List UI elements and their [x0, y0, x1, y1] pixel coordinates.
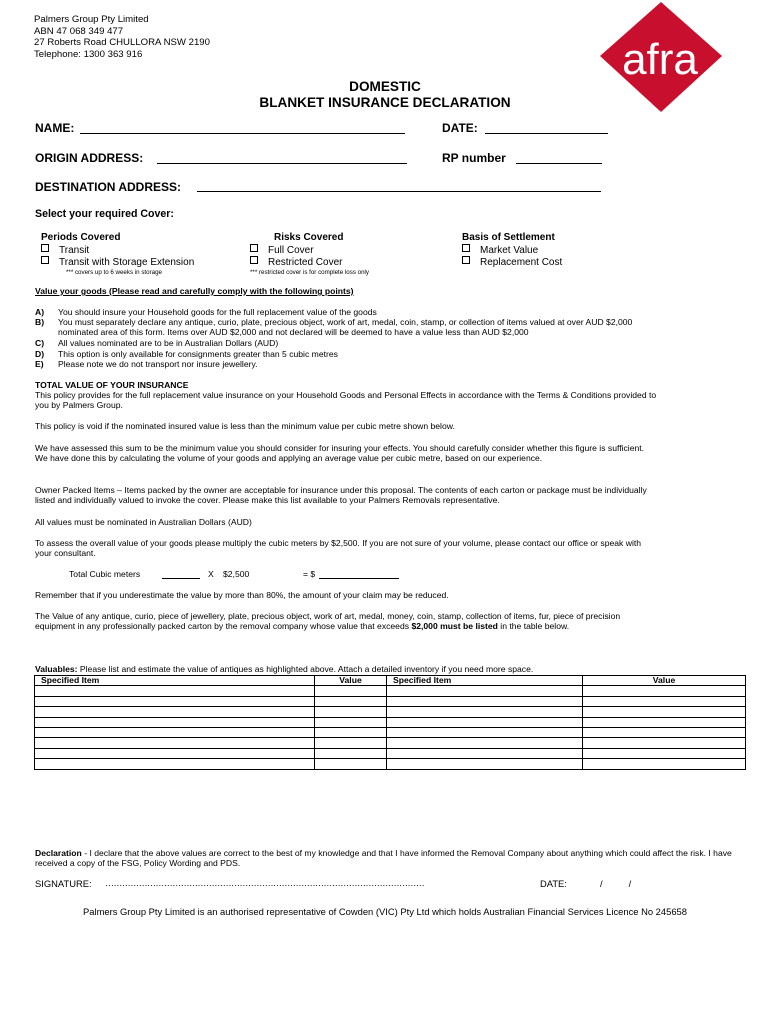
header-specified-item: Specified Item: [35, 676, 315, 686]
total-value-p5: All values must be nominated in Australian Dollars (AUD): [35, 517, 252, 527]
checkbox-icon[interactable]: [250, 256, 258, 264]
header-value-2: Value: [583, 676, 746, 686]
date-label: DATE:: [442, 121, 478, 135]
periods-section: [41, 232, 194, 276]
periods-option-transit[interactable]: Transit: [41, 244, 194, 256]
table-row[interactable]: [35, 707, 746, 717]
point-d: D) This option is only available for consignments greater than 5 cubic metres: [35, 349, 338, 359]
periods-note: *** covers up to 6 weeks in storage: [66, 269, 162, 276]
valuables-intro: Valuables: Please list and estimate the value of antiques as highlighted above. Attach a detailed inventory if you need more space.: [35, 664, 534, 674]
table-row[interactable]: [35, 759, 746, 769]
point-a: A) You should insure your Household goods for the full replacement value of the goods: [35, 307, 377, 317]
origin-label: ORIGIN ADDRESS:: [35, 151, 144, 165]
table-row[interactable]: [35, 748, 746, 758]
cover-heading: Select your required Cover:: [35, 208, 174, 220]
checkbox-icon[interactable]: [462, 256, 470, 264]
cubic-meters-field[interactable]: [162, 578, 200, 579]
checkbox-icon[interactable]: [41, 256, 49, 264]
settlement-title: Basis of Settlement: [462, 232, 555, 243]
declaration-date-label: DATE:: [540, 878, 567, 889]
rp-field[interactable]: [516, 163, 602, 164]
total-value-p8: The Value of any antique, curio, piece of jewellery, plate, precious object, work of art, medal, money, coin, stamp, collection of items, fur, piece of precision equipment in any professionally packed carton by the removal company whose value that exceeds $2,000 must be listed in the table below.: [35, 611, 621, 632]
table-row[interactable]: [35, 686, 746, 696]
total-value-p2: This policy is void if the nominated insured value is less than the minimum value per cubic metre shown below.: [35, 421, 455, 431]
calc-mult: X: [208, 569, 214, 579]
origin-field[interactable]: [157, 163, 407, 164]
company-telephone: Telephone: 1300 363 916: [34, 48, 143, 60]
checkbox-icon[interactable]: [250, 244, 258, 252]
point-c: C) All values nominated are to be in Australian Dollars (AUD): [35, 338, 279, 348]
destination-field[interactable]: [197, 191, 601, 192]
risks-option-restricted[interactable]: Restricted Cover: [250, 256, 369, 268]
destination-label: DESTINATION ADDRESS:: [35, 180, 182, 194]
name-field[interactable]: [80, 133, 405, 134]
calc-rate: $2,500: [223, 569, 250, 579]
total-value-p3: We have assessed this sum to be the minimum value you should consider for insuring your effects. You should carefully consider whether this figure is sufficient. We have done this by calculating the volume of your goods and applying an average value per cubic metre, based on our experience.: [35, 443, 645, 464]
table-row[interactable]: [35, 738, 746, 748]
company-block: [34, 14, 210, 60]
title-line2: BLANKET INSURANCE DECLARATION: [259, 95, 511, 110]
total-value-p7: Remember that if you underestimate the value by more than 80%, the amount of your claim may be reduced.: [35, 590, 449, 600]
logo-text: afra: [622, 35, 698, 84]
name-label: NAME:: [35, 121, 75, 135]
risks-section: [250, 232, 369, 276]
point-b: B) You must separately declare any antique, curio, plate, precious object, work of art, medal, coin, stamp, or collection of items valued at over AUD $2,000 nominated area of this form. Items over AUD $2,000 and not declared will be deemed to have a value less than AUD $2,000: [35, 317, 633, 338]
total-value-p4: Owner Packed Items – Items packed by the owner are acceptable for insurance under this proposal. The contents of each carton or package must be individually listed and individually valued to invoke the cover. Please make this list available to your Palmers Removals representative.: [35, 485, 647, 506]
table-row[interactable]: [35, 696, 746, 706]
checkbox-icon[interactable]: [41, 244, 49, 252]
total-value-p1: This policy provides for the full replacement value insurance on your Household Goods and Personal Effects in accordance with the Terms & Conditions provided to you by Palmers Group.: [35, 390, 657, 411]
risks-note: *** restricted cover is for complete loss only: [250, 269, 369, 276]
signature-field[interactable]: ……………………………………………………………………………………………………: [105, 878, 425, 888]
settlement-option-replacement[interactable]: Replacement Cost: [462, 256, 562, 268]
settlement-section: [462, 232, 562, 268]
declaration-text: Declaration - I declare that the above values are correct to the best of my knowledge and that I have informed the Removal Company about anything which could affect the risk. I have received a copy of the FSG, Policy Wording and PDS.: [35, 848, 732, 869]
signature-label: SIGNATURE:: [35, 878, 92, 889]
date-field[interactable]: [485, 133, 608, 134]
footer-licence: Palmers Group Pty Limited is an authorised representative of Cowden (VIC) Pty Ltd which holds Australian Financial Services Licence No 245658: [83, 906, 687, 917]
company-name: Palmers Group Pty Limited: [34, 14, 149, 25]
calc-label: Total Cubic meters: [69, 569, 141, 579]
valuables-table: [34, 675, 746, 770]
point-e: E) Please note we do not transport nor insure jewellery.: [35, 359, 258, 369]
table-header-row: [35, 676, 746, 686]
periods-option-storage[interactable]: Transit with Storage Extension: [41, 256, 194, 268]
header-specified-item-2: Specified Item: [387, 676, 583, 686]
page-title: [0, 79, 770, 111]
risks-option-full[interactable]: Full Cover: [250, 244, 369, 256]
table-row[interactable]: [35, 717, 746, 727]
title-line1: DOMESTIC: [349, 79, 421, 94]
declaration-date-field[interactable]: / /: [600, 878, 632, 889]
company-address: 27 Roberts Road CHULLORA NSW 2190: [34, 37, 210, 49]
table-row[interactable]: [35, 727, 746, 737]
total-value-field[interactable]: [319, 578, 399, 579]
calc-eq: = $: [303, 569, 316, 579]
periods-title: Periods Covered: [41, 232, 121, 243]
total-value-p6: To assess the overall value of your goods please multiply the cubic meters by $2,500. If you are not sure of your volume, please contact our office or speak with your consultant.: [35, 538, 642, 559]
risks-title: Risks Covered: [274, 232, 344, 243]
company-abn: ABN 47 068 349 477: [34, 25, 124, 37]
total-value-heading: TOTAL VALUE OF YOUR INSURANCE: [35, 380, 189, 390]
checkbox-icon[interactable]: [462, 244, 470, 252]
settlement-option-market[interactable]: Market Value: [462, 244, 562, 256]
rp-label: RP number: [442, 151, 506, 165]
value-goods-heading: Value your goods (Please read and carefully comply with the following points): [35, 286, 354, 296]
header-value: Value: [315, 676, 387, 686]
